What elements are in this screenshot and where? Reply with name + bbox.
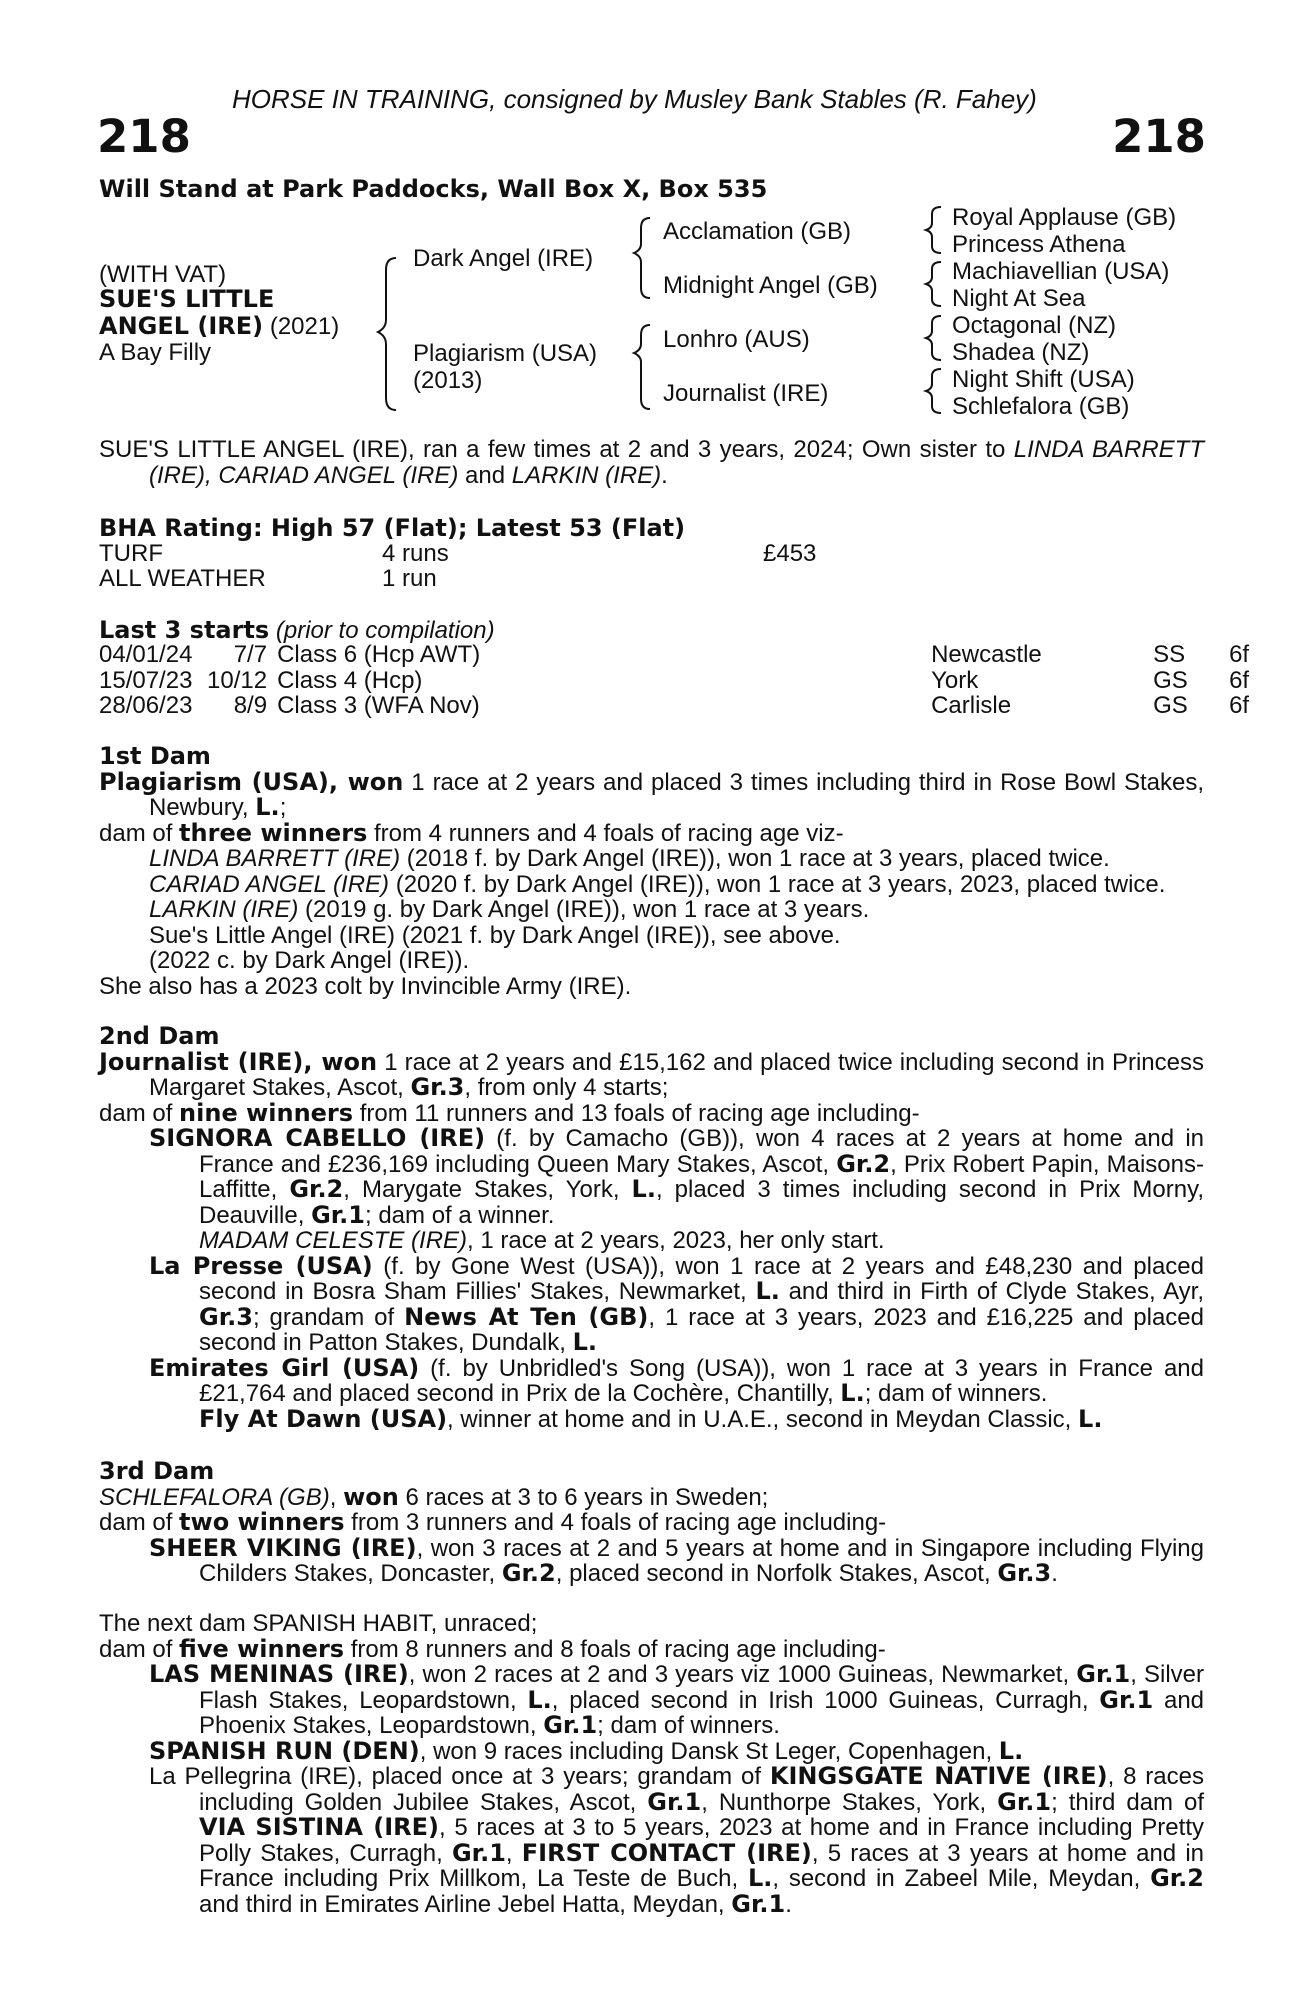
rating-prize: £453 (763, 540, 817, 567)
brace-dam-parents (634, 325, 650, 409)
horse-name-line1: SUE'S LITTLE (99, 285, 275, 313)
third-dam-produce-intro: dam of two winners from 3 runners and 4 foals of racing age including- (99, 1508, 887, 1536)
brace-ggp4 (926, 369, 941, 413)
starts-row: 15/07/23 10/12 Class 4 (Hcp) York GS 6f (99, 666, 1250, 694)
catalogue-subtitle: HORSE IN TRAINING, consigned by Musley Bank Stables (R. Fahey) (232, 84, 1037, 114)
pedigree-ggp: Night Shift (USA) (952, 366, 1135, 393)
second-dam-produce-intro: dam of nine winners from 11 runners and 13 foals of racing age including- (99, 1098, 920, 1127)
pedigree-dam-year: (2013) (413, 367, 483, 394)
first-dam-record: Plagiarism (USA), won 1 race at 2 years and placed 3 times including third in Rose Bowl Stakes, Newbury, L.; (99, 767, 1205, 821)
first-dam-also: She also has a 2023 colt by Invincible Army (IRE). (99, 972, 632, 1000)
pedigree-ggp: Machiavellian (USA) (952, 258, 1170, 285)
produce-item: La Pellegrina (IRE), placed once at 3 years; grandam of KINGSGATE NATIVE (IRE), 8 races including Golden Jubilee Stakes, Ascot, Gr.1, Nunthorpe Stakes, York, Gr.1; third dam of VIA SISTINA (IRE), 5 races at 3 to 5 years, 2023 at home and in France including Pretty Polly Stakes, Curragh, Gr.1, FIRST CONTACT (IRE), 5 races at 3 years at home and in France including Prix Millkom, La Teste de Buch, L., second in Zabeel Mile, Meydan, Gr.2 and third in Emirates Airline Jebel Hatta, Meydan, Gr.1. (149, 1762, 1204, 1918)
first-dam-produce-intro: dam of three winners from 4 runners and 4 foals of racing age viz- (99, 818, 844, 847)
rating-surface: ALL WEATHER (99, 565, 266, 592)
third-dam-heading: 3rd Dam (99, 1457, 215, 1485)
horse-birth-year: (2021) (263, 313, 340, 340)
pedigree-ggp: Royal Applause (GB) (952, 204, 1177, 231)
produce-item: LAS MENINAS (IRE), won 2 races at 2 and 3 years viz 1000 Guineas, Newmarket, Gr.1, Silver Flash Stakes, Leopardstown, L., placed second in Irish 1000 Guineas, Curragh, Gr.1 and Phoenix Stakes, Leopardstown, Gr.1; dam of winners. (149, 1660, 1205, 1739)
produce-item: SHEER VIKING (IRE), won 3 races at 2 and 5 years at home and in Singapore including Flying Childers Stakes, Doncaster, Gr.2, placed second in Norfolk Stakes, Ascot, Gr.3. (149, 1533, 1204, 1587)
pedigree-ggp: Octagonal (NZ) (952, 312, 1117, 339)
pedigree-sire: Dark Angel (IRE) (413, 245, 594, 272)
fourth-dam-produce-intro: dam of five winners from 8 runners and 8 foals of racing age including- (99, 1634, 886, 1663)
pedigree-dam-sire: Lonhro (AUS) (663, 326, 810, 353)
produce-item: Emirates Girl (USA) (f. by Unbridled's Song (USA)), won 1 race at 3 years in France and £21,764 and placed second in Prix de la Cochère, Chantilly, L.; dam of winners. (149, 1353, 1204, 1407)
brace-ggp1 (926, 207, 941, 253)
pedigree-dam-dam: Journalist (IRE) (663, 380, 829, 407)
produce-item: LARKIN (IRE) (2019 g. by Dark Angel (IRE)), won 1 race at 3 years. (149, 896, 870, 923)
produce-item: SPANISH RUN (DEN), won 9 races including Dansk St Leger, Copenhagen, L. (149, 1736, 1024, 1765)
starts-heading: Last 3 starts (prior to compilation) (99, 616, 495, 644)
pedigree-ggp: Princess Athena (952, 231, 1126, 258)
rating-heading: BHA Rating: High 57 (Flat); Latest 53 (Flat) (99, 514, 686, 542)
rating-runs: 4 runs (382, 540, 449, 567)
second-dam-section (99, 1024, 1204, 1432)
horse-description: A Bay Filly (99, 339, 212, 366)
produce-item: (2022 c. by Dark Angel (IRE)). (149, 947, 470, 974)
produce-sub-item: Fly At Dawn (USA), winner at home and in U.A.E., second in Meydan Classic, L. (199, 1404, 1103, 1433)
pedigree-ggp: Night At Sea (952, 285, 1086, 312)
horse-summary: SUE'S LITTLE ANGEL (IRE), ran a few times at 2 and 3 years, 2024; Own sister to LINDA BARRETT (IRE), CARIAD ANGEL (IRE) and LARKIN (IRE). (99, 436, 1204, 489)
produce-item: LINDA BARRETT (IRE) (2018 f. by Dark Angel (IRE)), won 1 race at 3 years, placed twice. (149, 845, 1110, 872)
pedigree-sire-sire: Acclamation (GB) (663, 218, 852, 245)
pedigree-sire-dam: Midnight Angel (GB) (663, 272, 878, 299)
starts-row: 04/01/24 7/7 Class 6 (Hcp AWT) Newcastle SS 6f (99, 641, 1250, 668)
fourth-dam-intro: The next dam SPANISH HABIT, unraced; (99, 1610, 538, 1637)
vat-label: (WITH VAT) (99, 261, 227, 288)
produce-item: Sue's Little Angel (IRE) (2021 f. by Dark Angel (IRE)), see above. (149, 921, 841, 949)
rating-surface: TURF (99, 540, 163, 567)
second-dam-record: Journalist (IRE), won 1 race at 2 years and £15,162 and placed twice including second in Princess Margaret Stakes, Ascot, Gr.3, from only 4 starts; (99, 1047, 1205, 1101)
produce-item: CARIAD ANGEL (IRE) (2020 f. by Dark Angel (IRE)), won 1 race at 3 years, 2023, placed twice. (149, 870, 1166, 898)
pedigree-ggp: Shadea (NZ) (952, 339, 1090, 366)
produce-item: La Presse (USA) (f. by Gone West (USA)), won 1 race at 2 years and £48,230 and placed second in Bosra Sham Fillies' Stakes, Newmarket, L. and third in Firth of Clyde Stakes, Ayr, Gr.3; grandam of News At Ten (GB), 1 race at 3 years, 2023 and £16,225 and placed second in Patton Stakes, Dundalk, L. (149, 1251, 1204, 1356)
rating-runs: 1 run (382, 565, 437, 592)
starts-row: 28/06/23 8/9 Class 3 (WFA Nov) Carlisle GS 6f (99, 692, 1250, 719)
brace-sire-parents (634, 218, 650, 298)
brace-ggp3 (926, 316, 941, 360)
brace-parents (378, 258, 396, 410)
first-dam-section (99, 744, 1204, 999)
lot-number-right: 218 (1112, 110, 1206, 163)
third-dam-record: SCHLEFALORA (GB), won 6 races at 3 to 6 years in Sweden; (99, 1482, 769, 1511)
second-dam-heading: 2nd Dam (99, 1022, 220, 1050)
starts-table (99, 642, 1249, 719)
pedigree-ggp: Schlefalora (GB) (952, 393, 1130, 420)
lot-number-left: 218 (97, 110, 191, 163)
horse-name-part: ANGEL (IRE) (99, 312, 264, 340)
pedigree-dam: Plagiarism (USA) (413, 340, 598, 367)
stand-line: Will Stand at Park Paddocks, Wall Box X, Box 535 (99, 175, 768, 203)
fourth-dam-section (99, 1611, 1204, 1917)
produce-sub-item: MADAM CELESTE (IRE), 1 race at 2 years, 2023, her only start. (199, 1227, 885, 1254)
first-dam-heading: 1st Dam (99, 742, 211, 770)
brace-ggp2 (926, 262, 941, 306)
third-dam-section (99, 1459, 1204, 1587)
produce-item: SIGNORA CABELLO (IRE) (f. by Camacho (GB)), won 4 races at 2 years at home and in France and £236,169 including Queen Mary Stakes, Ascot, Gr.2, Prix Robert Papin, Maisons-Laffitte, Gr.2, Marygate Stakes, York, L., placed 3 times including second in Prix Morny, Deauville, Gr.1; dam of a winner. (149, 1124, 1205, 1229)
